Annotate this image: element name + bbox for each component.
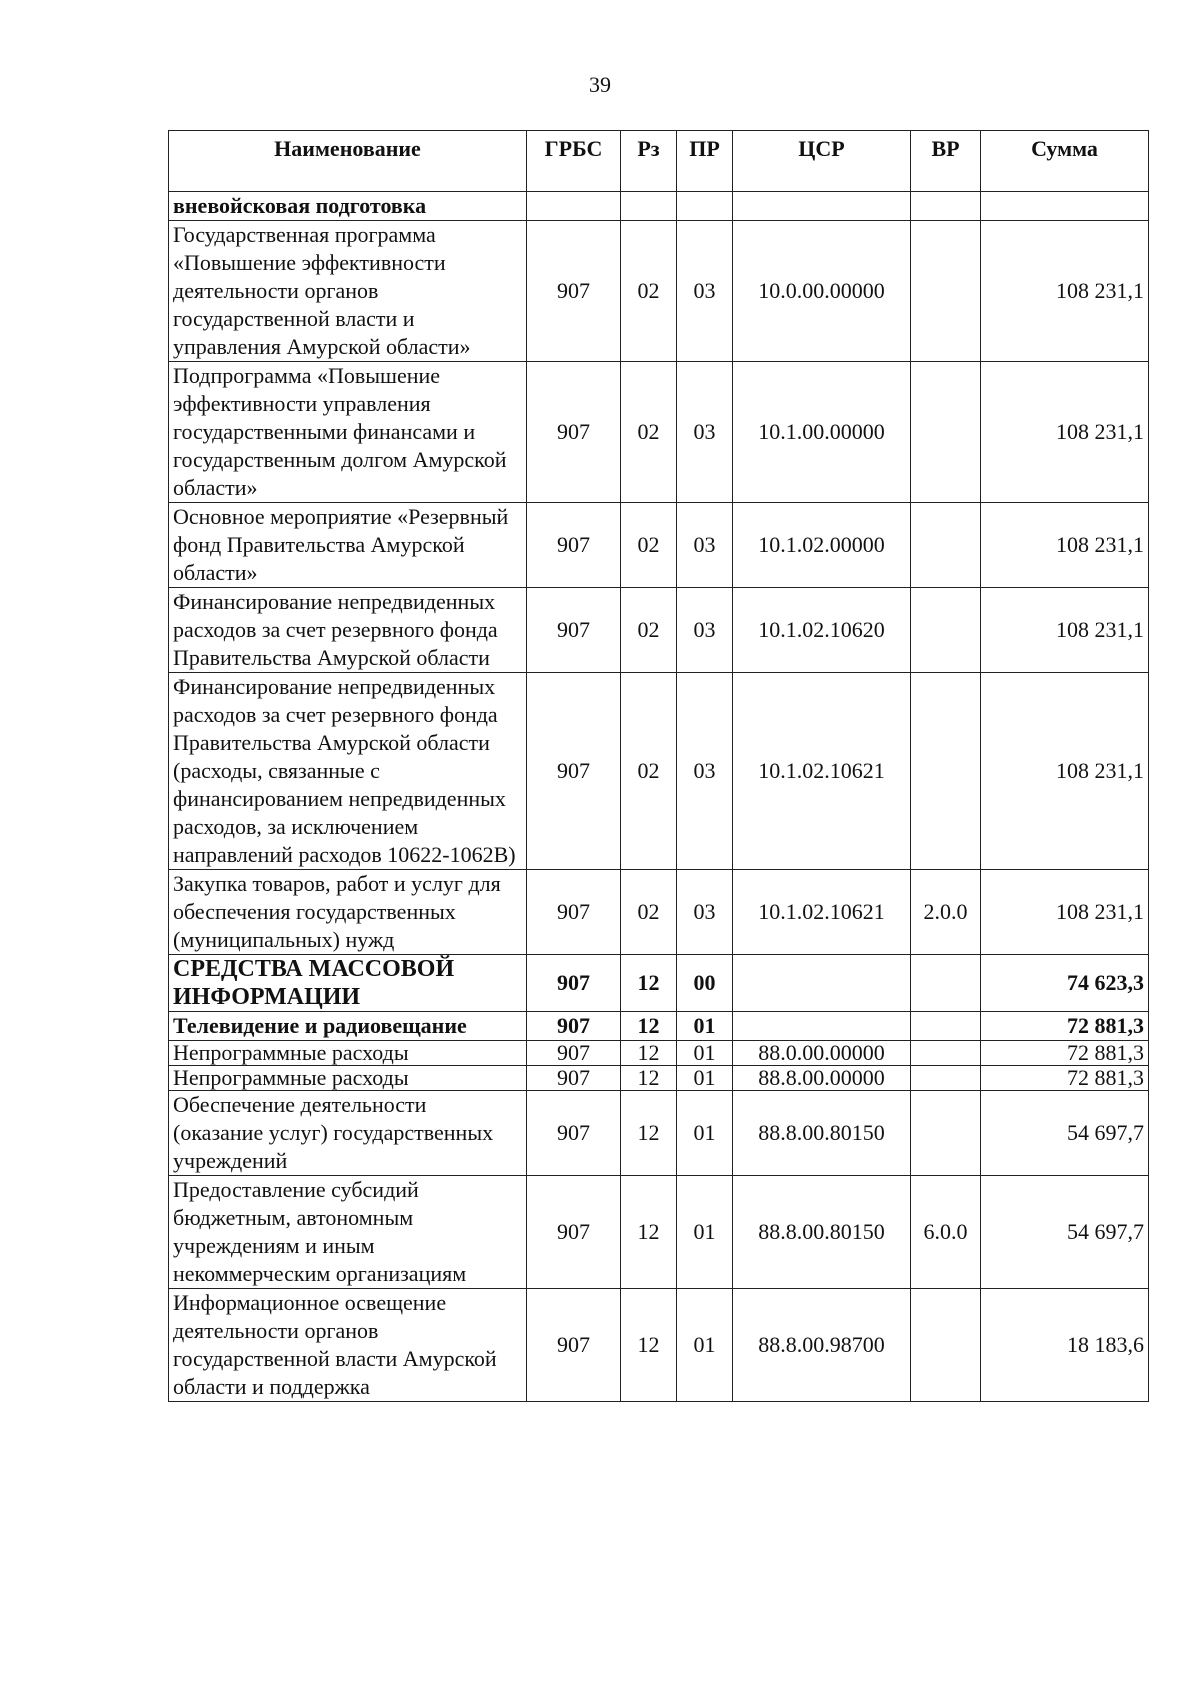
cell-pr: 01 xyxy=(677,1041,733,1066)
cell-csr: 88.8.00.80150 xyxy=(733,1176,911,1289)
cell-name: Непрограммные расходы xyxy=(169,1066,527,1091)
cell-name: вневойсковая подготовка xyxy=(169,192,527,221)
cell-grbs: 907 xyxy=(527,588,621,673)
budget-table xyxy=(168,130,1149,1402)
table-row xyxy=(169,955,1149,1012)
cell-pr: 03 xyxy=(677,503,733,588)
cell-grbs: 907 xyxy=(527,1176,621,1289)
cell-csr: 88.8.00.98700 xyxy=(733,1289,911,1402)
cell-rz: 12 xyxy=(621,1091,677,1176)
cell-csr: 10.1.02.10620 xyxy=(733,588,911,673)
cell-name: Обеспечение деятельности (оказание услуг) государственных учреждений xyxy=(169,1091,527,1176)
cell-rz: 12 xyxy=(621,1066,677,1091)
cell-rz: 12 xyxy=(621,1012,677,1041)
header-pr: ПР xyxy=(677,131,733,192)
cell-csr xyxy=(733,955,911,1012)
table-row xyxy=(169,870,1149,955)
cell-sum: 108 231,1 xyxy=(981,588,1149,673)
table-row xyxy=(169,1289,1149,1402)
cell-vr xyxy=(911,588,981,673)
table-row xyxy=(169,588,1149,673)
cell-vr xyxy=(911,503,981,588)
cell-vr xyxy=(911,673,981,870)
cell-grbs: 907 xyxy=(527,503,621,588)
cell-pr: 03 xyxy=(677,870,733,955)
table-row xyxy=(169,503,1149,588)
cell-rz: 02 xyxy=(621,673,677,870)
cell-rz xyxy=(621,192,677,221)
cell-rz: 02 xyxy=(621,870,677,955)
cell-rz: 02 xyxy=(621,503,677,588)
page-number: 39 xyxy=(589,72,611,97)
cell-rz: 12 xyxy=(621,955,677,1012)
header-sum: Сумма xyxy=(981,131,1149,192)
cell-rz: 02 xyxy=(621,588,677,673)
cell-name: Государственная программа «Повышение эффективности деятельности органов государственной власти и управления Амурской области» xyxy=(169,221,527,362)
cell-vr xyxy=(911,1066,981,1091)
cell-sum: 72 881,3 xyxy=(981,1066,1149,1091)
cell-csr: 10.1.02.10621 xyxy=(733,870,911,955)
cell-sum: 74 623,3 xyxy=(981,955,1149,1012)
cell-pr xyxy=(677,192,733,221)
cell-grbs: 907 xyxy=(527,1066,621,1091)
cell-sum: 108 231,1 xyxy=(981,503,1149,588)
cell-name: Телевидение и радиовещание xyxy=(169,1012,527,1041)
header-grbs: ГРБС xyxy=(527,131,621,192)
cell-name: Финансирование непредвиденных расходов за счет резервного фонда Правительства Амурской области (расходы, связанные с финансированием непредвиденных расходов, за исключением направлений расходов 10622-1062В) xyxy=(169,673,527,870)
cell-name: Непрограммные расходы xyxy=(169,1041,527,1066)
cell-name: Предоставление субсидий бюджетным, автономным учреждениям и иным некоммерческим организациям xyxy=(169,1176,527,1289)
cell-pr: 01 xyxy=(677,1289,733,1402)
cell-name: Основное мероприятие «Резервный фонд Правительства Амурской области» xyxy=(169,503,527,588)
cell-csr: 88.8.00.80150 xyxy=(733,1091,911,1176)
cell-name: Финансирование непредвиденных расходов за счет резервного фонда Правительства Амурской области xyxy=(169,588,527,673)
cell-pr: 00 xyxy=(677,955,733,1012)
header-rz: Рз xyxy=(621,131,677,192)
cell-vr xyxy=(911,1091,981,1176)
header-name: Наименование xyxy=(169,131,527,192)
cell-name: Информационное освещение деятельности органов государственной власти Амурской области и поддержка xyxy=(169,1289,527,1402)
cell-sum: 108 231,1 xyxy=(981,221,1149,362)
cell-rz: 02 xyxy=(621,221,677,362)
table-body xyxy=(169,192,1149,1402)
cell-vr xyxy=(911,955,981,1012)
cell-csr: 10.1.00.00000 xyxy=(733,362,911,503)
table-row xyxy=(169,362,1149,503)
cell-sum: 18 183,6 xyxy=(981,1289,1149,1402)
cell-csr: 88.0.00.00000 xyxy=(733,1041,911,1066)
header-vr: ВР xyxy=(911,131,981,192)
cell-grbs: 907 xyxy=(527,1012,621,1041)
table-row xyxy=(169,192,1149,221)
cell-csr: 88.8.00.00000 xyxy=(733,1066,911,1091)
cell-vr xyxy=(911,1041,981,1066)
table-row xyxy=(169,1176,1149,1289)
cell-sum: 54 697,7 xyxy=(981,1176,1149,1289)
cell-pr: 01 xyxy=(677,1012,733,1041)
cell-vr xyxy=(911,192,981,221)
header-csr: ЦСР xyxy=(733,131,911,192)
cell-name: Закупка товаров, работ и услуг для обеспечения государственных (муниципальных) нужд xyxy=(169,870,527,955)
cell-sum: 72 881,3 xyxy=(981,1012,1149,1041)
cell-rz: 02 xyxy=(621,362,677,503)
cell-csr: 10.1.02.10621 xyxy=(733,673,911,870)
cell-sum: 108 231,1 xyxy=(981,673,1149,870)
cell-pr: 01 xyxy=(677,1066,733,1091)
cell-sum: 108 231,1 xyxy=(981,870,1149,955)
table-row xyxy=(169,1012,1149,1041)
cell-grbs: 907 xyxy=(527,673,621,870)
cell-name: Подпрограмма «Повышение эффективности управления государственными финансами и государственным долгом Амурской области» xyxy=(169,362,527,503)
cell-vr xyxy=(911,221,981,362)
table-row xyxy=(169,221,1149,362)
cell-grbs: 907 xyxy=(527,1041,621,1066)
cell-grbs xyxy=(527,192,621,221)
cell-grbs: 907 xyxy=(527,955,621,1012)
cell-pr: 03 xyxy=(677,588,733,673)
cell-pr: 01 xyxy=(677,1091,733,1176)
cell-vr xyxy=(911,1012,981,1041)
cell-pr: 03 xyxy=(677,673,733,870)
cell-rz: 12 xyxy=(621,1289,677,1402)
cell-pr: 03 xyxy=(677,221,733,362)
cell-grbs: 907 xyxy=(527,1091,621,1176)
cell-grbs: 907 xyxy=(527,870,621,955)
table-row xyxy=(169,1041,1149,1066)
table-row xyxy=(169,1066,1149,1091)
cell-grbs: 907 xyxy=(527,362,621,503)
cell-sum: 108 231,1 xyxy=(981,362,1149,503)
cell-rz: 12 xyxy=(621,1176,677,1289)
cell-name: СРЕДСТВА МАССОВОЙ ИНФОРМАЦИИ xyxy=(169,955,527,1012)
cell-csr xyxy=(733,192,911,221)
cell-csr: 10.0.00.00000 xyxy=(733,221,911,362)
cell-sum xyxy=(981,192,1149,221)
cell-rz: 12 xyxy=(621,1041,677,1066)
table-header-row xyxy=(169,131,1149,192)
cell-grbs: 907 xyxy=(527,1289,621,1402)
cell-pr: 03 xyxy=(677,362,733,503)
cell-vr xyxy=(911,1289,981,1402)
cell-pr: 01 xyxy=(677,1176,733,1289)
cell-grbs: 907 xyxy=(527,221,621,362)
cell-vr: 2.0.0 xyxy=(911,870,981,955)
cell-sum: 54 697,7 xyxy=(981,1091,1149,1176)
cell-vr: 6.0.0 xyxy=(911,1176,981,1289)
cell-sum: 72 881,3 xyxy=(981,1041,1149,1066)
cell-vr xyxy=(911,362,981,503)
table-row xyxy=(169,673,1149,870)
cell-csr: 10.1.02.00000 xyxy=(733,503,911,588)
table-row xyxy=(169,1091,1149,1176)
cell-csr xyxy=(733,1012,911,1041)
